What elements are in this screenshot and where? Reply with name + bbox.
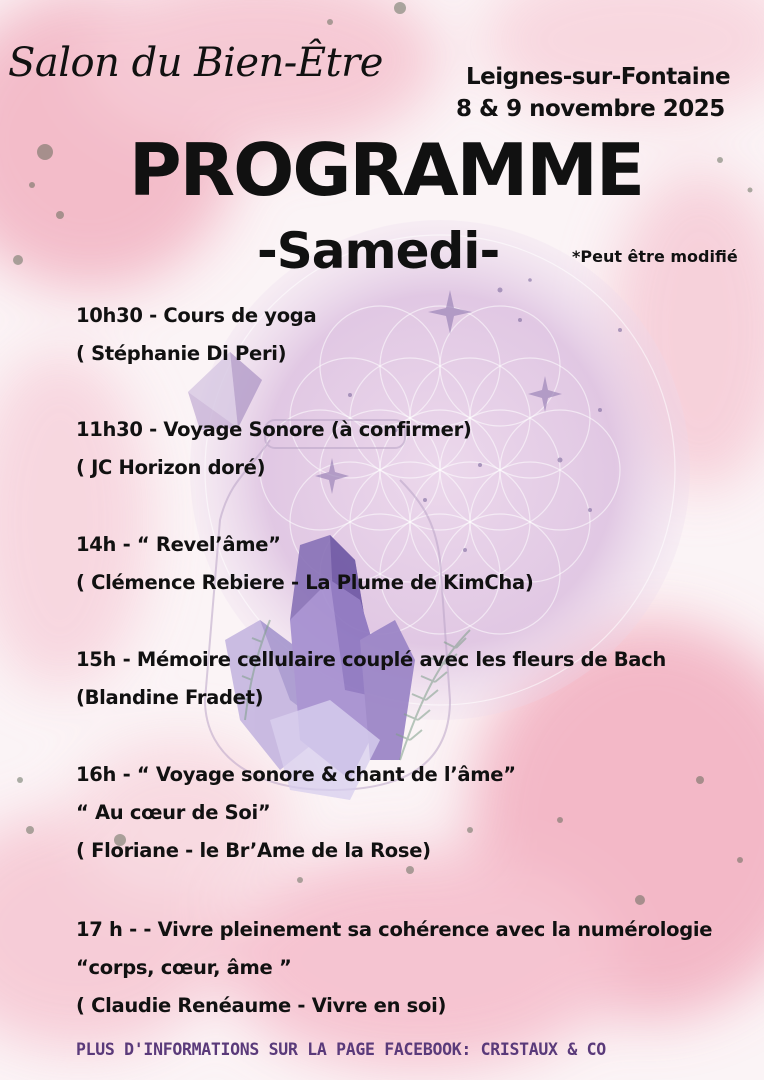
session-speaker: ( Stéphanie Di Peri): [76, 342, 287, 365]
session-title: 11h30 - Voyage Sonore (à confirmer): [76, 418, 472, 441]
session-title: 17 h - - Vivre pleinement sa cohérence avec la numérologie: [76, 918, 713, 941]
session-title: 10h30 - Cours de yoga: [76, 304, 317, 327]
session-title: 15h - Mémoire cellulaire couplé avec les fleurs de Bach: [76, 648, 667, 671]
day-heading: -Samedi-: [257, 222, 500, 280]
footer-info: PLUS D'INFORMATIONS SUR LA PAGE FACEBOOK: CRISTAUX & CO: [76, 1040, 606, 1059]
programme-heading: PROGRAMME: [128, 128, 644, 212]
session-speaker: ( JC Horizon doré): [76, 456, 266, 479]
session-title: 16h - “ Voyage sonore & chant de l’âme”: [76, 763, 516, 786]
session-speaker: (Blandine Fradet): [76, 686, 264, 709]
event-location: Leignes-sur-Fontaine: [466, 64, 731, 90]
session-speaker: ( Clémence Rebiere - La Plume de KimCha): [76, 571, 534, 594]
session-subtitle: “corps, cœur, âme ”: [76, 956, 292, 979]
session-speaker: ( Floriane - le Br’Ame de la Rose): [76, 839, 431, 862]
session-subtitle: “ Au cœur de Soi”: [76, 801, 271, 824]
event-dates: 8 & 9 novembre 2025: [456, 96, 725, 122]
modification-note: *Peut être modifié: [572, 247, 738, 266]
event-title: Salon du Bien-Être: [8, 40, 383, 86]
session-speaker: ( Claudie Renéaume - Vivre en soi): [76, 994, 447, 1017]
session-title: 14h - “ Revel’âme”: [76, 533, 281, 556]
